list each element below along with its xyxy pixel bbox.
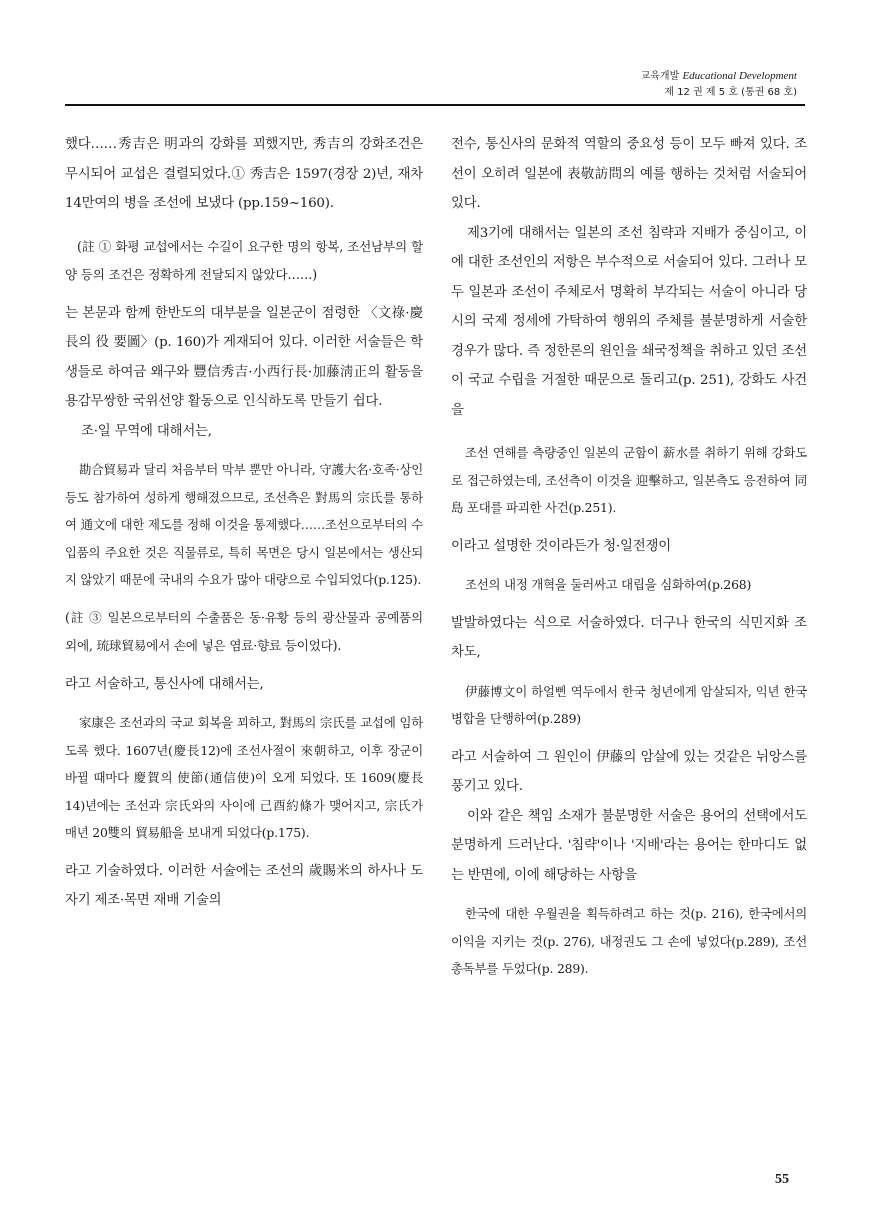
block-quote: 勘合貿易과 달리 처음부터 막부 뿐만 아니라, 守護大名·호족·상인 등도 참가하여 성하게 행해졌으므로, 조선측은 對馬의 宗氏를 통하여 通文에 대한 제도를 정해 이것을 통제했다……조선으로부터의 수입품의 주요한 것은 직물류로, 특히 목면은 당시 일본에서는 생산되지 않았기 때문에 국내의 수요가 많아 대량으로 수입되었다(p.125).: [65, 462, 423, 587]
running-header: [641, 68, 797, 101]
paragraph: 발발하였다는 식으로 서술하였다. 더구나 한국의 식민지화 조차도,: [451, 615, 807, 660]
paragraph: 는 본문과 함께 한반도의 대부분을 일본군이 점령한 〈文祿·慶長의 役 要圖〉(p. 160)가 게재되어 있다. 이러한 서술들은 학생들로 하여금 왜구와 豐信秀吉·小西行長·加藤淸正의 활동을 용감무쌍한 국위선양 활동으로 인식하도록 만들기 쉽다.: [65, 305, 423, 409]
block-quote: 伊藤博文이 하얼삔 역두에서 한국 청년에게 암살되자, 익년 한국병합을 단행하여(p.289): [451, 683, 807, 726]
block-quote: 家康은 조선과의 국교 회복을 꾀하고, 對馬의 宗氏를 교섭에 임하도록 했다. 1607년(慶長12)에 조선사절이 來朝하고, 이후 장군이 바뀔 때마다 慶賀의 使節(通信使)이 오게 되었다. 또 1609(慶長 14)년에는 조선과 宗氏와의 사이에 己酉約條가 맺어지고, 宗氏가 매년 20雙의 貿易船을 보내게 되었다(p.175).: [65, 715, 423, 840]
footnote: (註 ① 화평 교섭에서는 수길이 요구한 명의 항복, 조선남부의 할양 등의 조건은 정확하게 전달되지 않았다……): [65, 238, 423, 282]
issue-info: 제 12 권 제 5 호 (통권 68 호): [664, 87, 797, 98]
journal-title: [641, 68, 797, 85]
paragraph: 이와 같은 책임 소재가 불분명한 서술은 용어의 선택에서도 분명하게 드러난다. '침략'이나 '지배'라는 용어는 한마디도 없는 반면에, 이에 해당하는 사항을: [451, 808, 807, 883]
footnote: (註 ③ 일본으로부터의 수출품은 동·유황 등의 광산물과 공예품의 외에, 琉球貿易에서 손에 넣은 염료·향료 등이었다).: [65, 609, 423, 653]
journal-name-en: Educational Development: [682, 70, 797, 82]
paragraph: 제3기에 대해서는 일본의 조선 침략과 지배가 중심이고, 이에 대한 조선인의 저항은 부수적으로 서술되어 있다. 그러나 모두 일본과 조선이 주체로서 명확히 부각되는 서술이 아니라 당시의 국제 정세에 가탁하여 행위의 주체를 불분명하게 서술한 경우가 많다. 즉 정한론의 원인을 쇄국정책을 취하고 있던 조선이 국교 수립을 거절한 때문으로 돌리고(p. 251), 강화도 사건을: [451, 225, 807, 418]
paragraph: 라고 서술하여 그 원인이 伊藤의 암살에 있는 것같은 뉘앙스를 풍기고 있다.: [451, 749, 807, 794]
paragraph: 라고 기술하였다. 이러한 서술에는 조선의 歲賜米의 하사나 도자기 제조·목면 재배 기술의: [65, 863, 423, 908]
block-quote: 한국에 대한 우월권을 획득하려고 하는 것(p. 216), 한국에서의 이익을 지키는 것(p. 276), 내정권도 그 손에 넣었다(p.289), 조선총독부를 두었다(p. 289).: [451, 906, 807, 976]
paragraph: 라고 서술하고, 통신사에 대해서는,: [65, 676, 264, 692]
block-quote: 조선의 내정 개혁을 둘러싸고 대립을 심화하여(p.268): [465, 577, 752, 592]
paragraph: 했다……秀吉은 明과의 강화를 꾀했지만, 秀吉의 강화조건은 무시되어 교섭은 결렬되었다.① 秀吉은 1597(경장 2)년, 재차 14만여의 병을 조선에 보냈다 (pp.159~160).: [65, 137, 423, 211]
paragraph: 전수, 통신사의 문화적 역할의 중요성 등이 모두 빠져 있다. 조선이 오히려 일본에 表敬訪問의 예를 행하는 것처럼 서술되어 있다.: [451, 137, 807, 211]
left-column: [65, 130, 423, 916]
page-number: 55: [775, 1172, 789, 1187]
right-column: [451, 130, 807, 983]
paragraph: 조·일 무역에 대해서는,: [81, 423, 212, 439]
paragraph: 이라고 설명한 것이라든가 청·일전쟁이: [451, 538, 671, 554]
journal-name: 교육개발: [640, 71, 680, 82]
block-quote: 조선 연해를 측량중인 일본의 군함이 薪水를 취하기 위해 강화도로 접근하였는데, 조선측이 이것을 迎擊하고, 일본측도 응전하여 同島 포대를 파괴한 사건(p.251).: [451, 445, 807, 515]
header-rule: [65, 104, 805, 106]
